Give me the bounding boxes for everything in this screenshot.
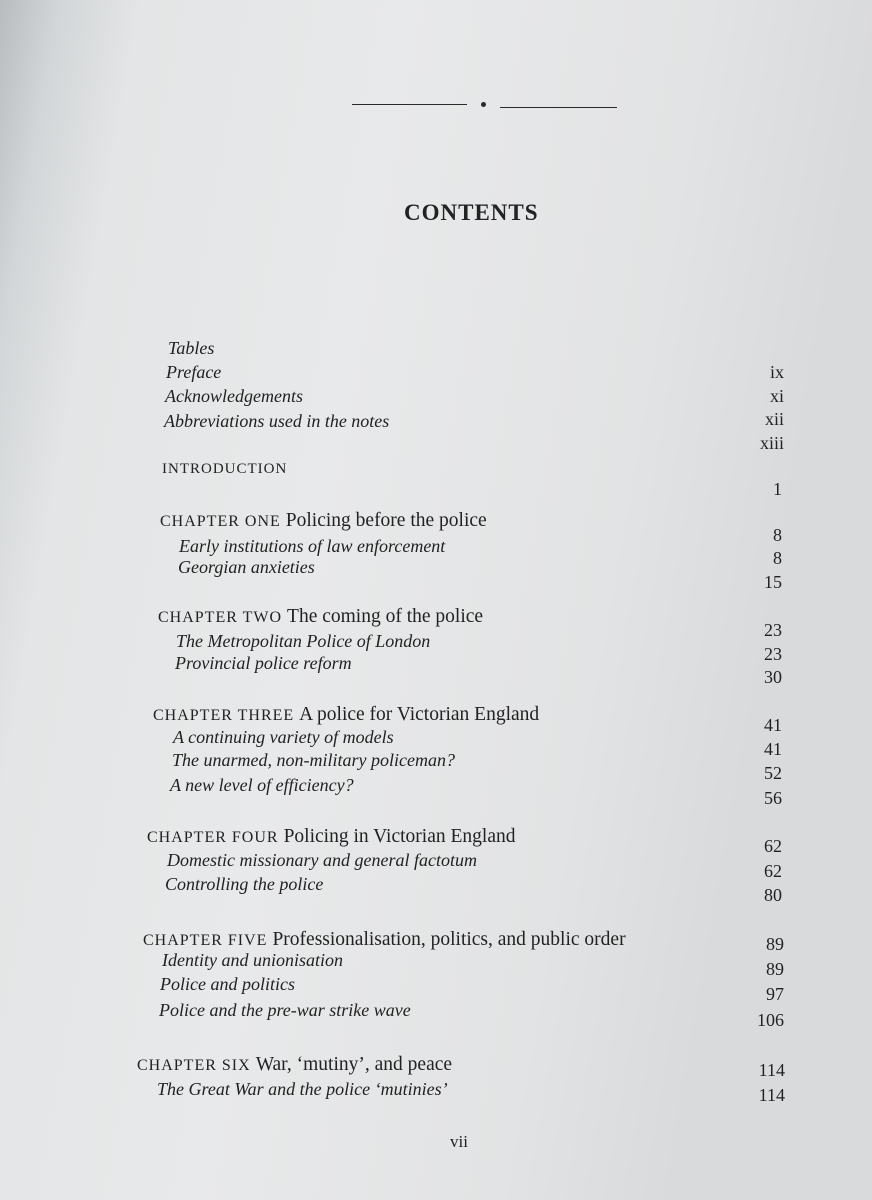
section-title: Provincial police reform bbox=[175, 653, 352, 673]
chapter-heading bbox=[153, 704, 539, 726]
page-number: 23 bbox=[764, 620, 782, 640]
page-number: 8 bbox=[773, 548, 782, 568]
page-number: 41 bbox=[764, 715, 782, 735]
toc-entry-preface: Preface bbox=[166, 362, 222, 382]
chapter-number: CHAPTER TWO bbox=[158, 609, 283, 626]
page-number: 30 bbox=[764, 667, 782, 687]
chapter-title: Policing in Victorian England bbox=[283, 826, 516, 847]
section-title: A continuing variety of models bbox=[173, 727, 394, 747]
page-number: xi bbox=[769, 386, 784, 406]
page-number: 1 bbox=[773, 479, 782, 499]
chapter-title: The coming of the police bbox=[287, 606, 484, 627]
ornament-rule bbox=[352, 95, 617, 115]
toc-entry-tables: Tables bbox=[168, 338, 215, 358]
section-title: Police and politics bbox=[160, 974, 295, 994]
page-number: 89 bbox=[766, 934, 784, 954]
section-title: Domestic missionary and general factotum bbox=[167, 850, 477, 870]
toc-entry-acknowledgements: Acknowledgements bbox=[165, 386, 303, 406]
page-number: 106 bbox=[757, 1010, 784, 1030]
page-number: ix bbox=[769, 362, 784, 382]
section-title: Identity and unionisation bbox=[162, 950, 343, 970]
toc-entry-abbreviations: Abbreviations used in the notes bbox=[164, 411, 390, 431]
chapter-number: CHAPTER FIVE bbox=[143, 932, 268, 949]
page-number: 80 bbox=[764, 885, 782, 905]
page-folio: vii bbox=[450, 1132, 468, 1151]
chapter-number: CHAPTER SIX bbox=[137, 1057, 251, 1074]
section-title: A new level of efficiency? bbox=[170, 775, 354, 795]
section-title: The unarmed, non-military policeman? bbox=[172, 750, 455, 770]
page-number: 114 bbox=[758, 1085, 785, 1105]
page-number: 23 bbox=[764, 644, 782, 664]
chapter-number: CHAPTER FOUR bbox=[147, 829, 279, 846]
page-number: 15 bbox=[764, 572, 782, 592]
section-title: Early institutions of law enforcement bbox=[179, 536, 446, 556]
page-number: 56 bbox=[764, 788, 782, 808]
section-title: Police and the pre-war strike wave bbox=[159, 1000, 411, 1020]
page-number: 62 bbox=[764, 836, 782, 856]
section-title: The Metropolitan Police of London bbox=[176, 631, 431, 651]
chapter-number: CHAPTER THREE bbox=[153, 707, 295, 724]
chapter-heading bbox=[137, 1054, 452, 1076]
page-number: 52 bbox=[764, 763, 782, 783]
chapter-heading bbox=[158, 606, 483, 628]
chapter-heading bbox=[160, 510, 487, 532]
chapter-heading bbox=[147, 826, 515, 848]
page-number: 97 bbox=[766, 984, 784, 1004]
page-number: 62 bbox=[764, 861, 782, 881]
toc-entry-introduction: INTRODUCTION bbox=[162, 461, 288, 477]
page-title: CONTENTS bbox=[404, 200, 539, 225]
section-title: The Great War and the police ‘mutinies’ bbox=[157, 1079, 448, 1099]
chapter-title: A police for Victorian England bbox=[299, 704, 540, 725]
page-number: xii bbox=[764, 409, 784, 429]
chapter-title: War, ‘mutiny’, and peace bbox=[255, 1054, 453, 1075]
section-title: Georgian anxieties bbox=[178, 557, 315, 577]
chapter-number: CHAPTER ONE bbox=[160, 513, 281, 530]
page-number: 41 bbox=[764, 739, 782, 759]
page-number: 8 bbox=[773, 525, 782, 545]
page-number: xiii bbox=[759, 433, 784, 453]
chapter-heading bbox=[143, 929, 626, 951]
chapter-title: Professionalisation, politics, and public order bbox=[272, 929, 626, 950]
page-number: 114 bbox=[758, 1060, 785, 1080]
chapter-title: Policing before the police bbox=[285, 510, 487, 531]
section-title: Controlling the police bbox=[165, 874, 324, 894]
page-number: 89 bbox=[766, 959, 784, 979]
